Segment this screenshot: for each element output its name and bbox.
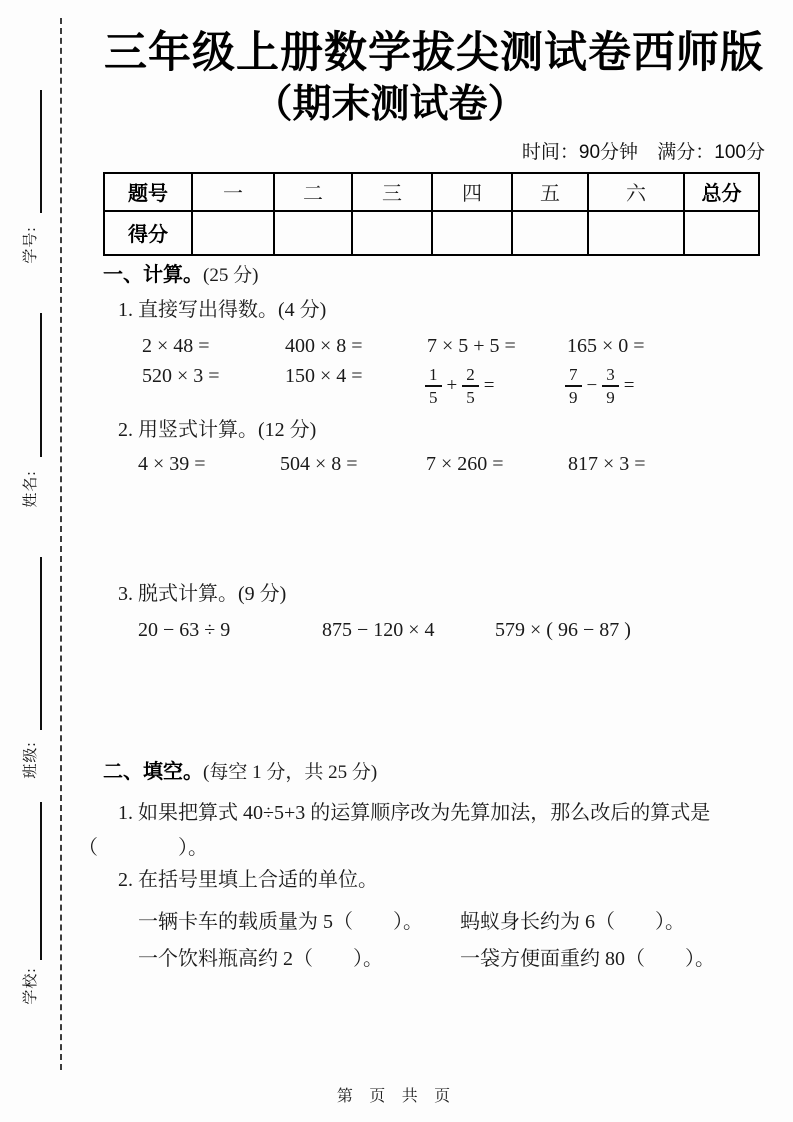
fraction: [602, 365, 619, 408]
stepwise-calc-row: [103, 619, 765, 641]
exam-full-score: 满分：100分: [657, 142, 765, 164]
class-writein-line: [40, 557, 42, 730]
vertical-calc-heading: 2. 用竖式计算。(12 分): [118, 418, 317, 441]
equals-sign: =: [623, 375, 635, 397]
student-id-writein-line: [40, 90, 42, 213]
fill-blank-q1-text: 1. 如果把算式 40÷5+3 的运算顺序改为先算加法，那么改后的算式是: [118, 801, 711, 824]
fraction-problem: [565, 365, 639, 408]
score-table-col-2: 二: [274, 173, 352, 211]
score-table: [103, 172, 760, 256]
exam-time-limit: 时间：90分钟: [521, 142, 639, 164]
score-table-col-4: 四: [432, 173, 512, 211]
unit-fill-item: 一辆卡车的载质量为 5（ ）。: [138, 910, 423, 933]
section-one-number: 一、: [103, 263, 143, 286]
math-problem: 400 × 8 =: [285, 334, 363, 357]
fill-blank-q1-answer-blank: （ ）。: [78, 836, 208, 859]
student-name-label: 姓名:: [23, 470, 39, 508]
score-table-col-total: 总分: [684, 173, 759, 211]
score-table-col-5: 五: [512, 173, 588, 211]
work-space: [103, 475, 765, 583]
fraction: [425, 365, 442, 408]
school-writein-line: [40, 802, 42, 960]
class-label: 班级:: [23, 741, 39, 779]
page-footer: 第 页 共 页: [336, 1088, 457, 1105]
score-cell-empty: [192, 211, 274, 255]
math-problem: 520 × 3 =: [142, 364, 220, 387]
direct-calc-row-1: [103, 335, 765, 357]
math-problem: 150 × 4 =: [285, 364, 363, 387]
direct-calc-row-2: [103, 365, 765, 415]
score-table-header-row: [104, 173, 759, 211]
section-two-number: 二、: [103, 760, 143, 783]
score-cell-empty: [588, 211, 684, 255]
fill-blank-q2-heading: 2. 在括号里填上合适的单位。: [118, 868, 378, 891]
math-problem: 504 × 8 =: [280, 452, 358, 475]
score-row-header: 得分: [104, 211, 192, 255]
section-two-points: (每空 1 分，共 25 分): [203, 761, 378, 783]
unit-fill-row-1: [103, 905, 765, 933]
unit-fill-item: 一个饮料瓶高约 2（ ）。: [138, 947, 383, 970]
score-table-col-3: 三: [352, 173, 432, 211]
student-id-label: 学号:: [23, 226, 39, 264]
exam-subtitle: （期末测试卷）: [253, 83, 527, 127]
section-two-heading: [103, 761, 765, 784]
equals-sign: =: [483, 375, 495, 397]
section-one-heading: [103, 264, 765, 287]
section-one-title: 计算。: [143, 263, 203, 286]
fraction-problem: [425, 365, 499, 408]
score-table-score-row: [104, 211, 759, 255]
score-cell-empty: [274, 211, 352, 255]
exam-meta: [103, 141, 765, 165]
operator: +: [446, 375, 458, 397]
math-problem: 20 − 63 ÷ 9: [138, 618, 231, 641]
fraction: [565, 365, 582, 408]
direct-calc-heading: 1. 直接写出得数。(4 分): [118, 298, 327, 321]
math-problem: 579 × ( 96 − 87 ): [495, 618, 631, 641]
math-problem: 875 − 120 × 4: [322, 618, 435, 641]
numerator: 7: [565, 365, 582, 388]
score-cell-empty: [432, 211, 512, 255]
vertical-calc-row: [103, 453, 765, 475]
math-problem: 7 × 5 + 5 =: [427, 334, 516, 357]
exam-content: [78, 0, 765, 970]
math-problem: 4 × 39 =: [138, 452, 206, 475]
work-space: [103, 641, 765, 753]
score-cell-empty: [512, 211, 588, 255]
school-label: 学校:: [23, 967, 39, 1005]
unit-fill-row-2: [103, 942, 765, 970]
score-table-col-6: 六: [588, 173, 684, 211]
question-number-header: 题号: [104, 173, 192, 211]
operator: −: [586, 375, 598, 397]
numerator: 2: [462, 365, 479, 388]
math-problem: 165 × 0 =: [567, 334, 645, 357]
unit-fill-item: 蚂蚁身长约为 6（ ）。: [460, 910, 685, 933]
stepwise-calc-heading: 3. 脱式计算。(9 分): [118, 582, 287, 605]
score-table-col-1: 一: [192, 173, 274, 211]
score-cell-empty: [684, 211, 759, 255]
margin-fold-dashed-line: [60, 18, 62, 1070]
section-two-title: 填空。: [143, 760, 203, 783]
math-problem: 7 × 260 =: [426, 452, 504, 475]
exam-title: 三年级上册数学拔尖测试卷西师版: [104, 29, 764, 77]
section-one-points: (25 分): [203, 264, 259, 286]
denominator: 5: [466, 388, 475, 408]
math-problem: 817 × 3 =: [568, 452, 646, 475]
fraction: [462, 365, 479, 408]
student-name-writein-line: [40, 313, 42, 457]
denominator: 5: [429, 388, 438, 408]
denominator: 9: [606, 388, 615, 408]
math-problem: 2 × 48 =: [142, 334, 210, 357]
numerator: 3: [602, 365, 619, 388]
denominator: 9: [569, 388, 578, 408]
score-cell-empty: [352, 211, 432, 255]
unit-fill-item: 一袋方便面重约 80（ ）。: [460, 947, 715, 970]
numerator: 1: [425, 365, 442, 388]
